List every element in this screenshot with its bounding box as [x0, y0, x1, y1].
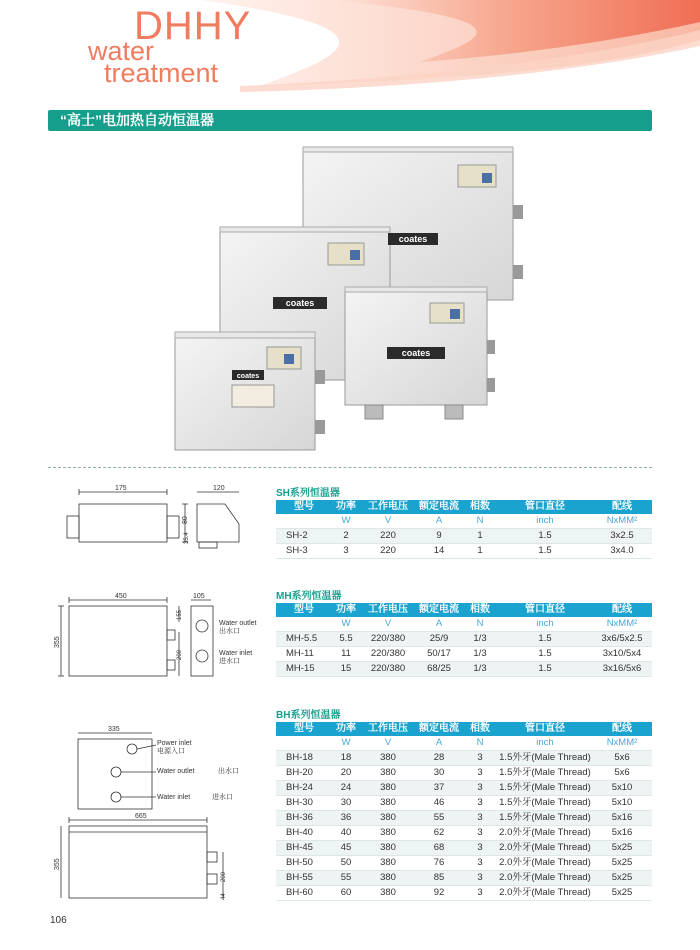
sh-dim-foot: 35.4	[184, 532, 190, 544]
units-row: W V A N inch NxMM²	[276, 514, 652, 529]
col-phase: 相数	[462, 722, 498, 736]
col-pipe: 管口直径	[498, 500, 592, 514]
table-row: MH-5.5 5.5 220/380 25/9 1/3 1.5 3x6/5x2.5	[276, 632, 652, 647]
table-row: BH-24 24 380 37 3 1.5外牙(Male Thread) 5x10	[276, 781, 652, 796]
table-row: BH-30 30 380 46 3 1.5外牙(Male Thread) 5x10	[276, 796, 652, 811]
brand-badge-2: coates	[285, 298, 315, 308]
mh-dim-b: 200	[177, 649, 183, 660]
col-pipe: 管口直径	[498, 603, 592, 617]
mh-dimension-drawing	[55, 592, 185, 684]
col-phase: 相数	[462, 500, 498, 514]
sh-dimension-drawing	[55, 484, 245, 556]
table-header-row	[276, 722, 652, 736]
bh-spec-table	[276, 722, 652, 901]
sh-dim-height: 80	[182, 516, 189, 524]
col-model: 型号	[276, 500, 332, 514]
brand-badge-4: coates	[236, 373, 260, 380]
table-row: BH-55 55 380 85 3 2.0外牙(Male Thread) 5x25	[276, 871, 652, 886]
sh-spec-table	[276, 500, 652, 559]
sh-dim-depth: 120	[213, 485, 225, 492]
page-title: “高士”电加热自动恒温器	[60, 112, 214, 128]
bh-front-drawing	[55, 812, 235, 904]
col-wiring: 配线	[592, 500, 652, 514]
bh-dim-width: 665	[135, 813, 147, 820]
units-row: W V A N inch NxMM²	[276, 617, 652, 632]
brand-badge-1: coates	[398, 234, 428, 244]
table-row: BH-36 36 380 55 3 1.5外牙(Male Thread) 5x16	[276, 811, 652, 826]
mh-side-drawing	[187, 592, 217, 684]
brand-badge-3: coates	[401, 348, 431, 358]
sh-series-title: SH系列恒温器	[276, 488, 340, 499]
brand-water: water	[88, 36, 155, 66]
sh-series-section	[276, 487, 652, 559]
sh-dim-width: 175	[115, 485, 127, 492]
col-model: 型号	[276, 722, 332, 736]
bh-top-drawing	[60, 725, 160, 815]
col-power: 功率	[332, 722, 360, 736]
brand-treatment: treatment	[104, 58, 219, 88]
mh-dim-depth: 105	[193, 593, 205, 600]
col-pipe: 管口直径	[498, 722, 592, 736]
table-row: BH-20 20 380 30 3 1.5外牙(Male Thread) 5x6	[276, 766, 652, 781]
col-model: 型号	[276, 603, 332, 617]
mh-dim-a: 155	[177, 609, 183, 620]
mh-label-outlet-cn: 出水口	[219, 628, 240, 635]
bh-label-power: Power inlet	[157, 740, 192, 747]
col-phase: 相数	[462, 603, 498, 617]
bh-dim-c: 44	[221, 893, 227, 900]
table-row: BH-45 45 380 68 3 2.0外牙(Male Thread) 5x25	[276, 841, 652, 856]
divider-line	[48, 467, 652, 468]
table-row: MH-11 11 220/380 50/17 1/3 1.5 3x10/5x4	[276, 647, 652, 662]
col-current: 额定电流	[416, 722, 462, 736]
product-photo	[160, 135, 560, 455]
mh-label-inlet: Water inlet	[219, 650, 253, 657]
col-power: 功率	[332, 500, 360, 514]
col-voltage: 工作电压	[360, 500, 416, 514]
mh-series-title: MH系列恒温器	[276, 591, 342, 602]
mh-dim-width: 450	[115, 593, 127, 600]
table-row: BH-18 18 380 28 3 1.5外牙(Male Thread) 5x6	[276, 751, 652, 766]
mh-dim-height: 355	[54, 636, 61, 648]
col-wiring: 配线	[592, 722, 652, 736]
bh-label-outlet: Water outlet	[157, 768, 195, 775]
bh-label-outlet-cn: 出水口	[218, 768, 239, 775]
bh-dim-b: 200	[221, 871, 227, 882]
bh-label-inlet-cn: 进水口	[212, 794, 233, 801]
table-row: MH-15 15 220/380 68/25 1/3 1.5 3x16/5x6	[276, 662, 652, 677]
table-row: SH-2 2 220 9 1 1.5 3x2.5	[276, 529, 652, 544]
col-current: 额定电流	[416, 500, 462, 514]
col-voltage: 工作电压	[360, 722, 416, 736]
bh-series-title: BH系列恒温器	[276, 710, 341, 721]
mh-spec-table	[276, 603, 652, 677]
bh-dim-top-width: 335	[108, 726, 120, 733]
page-header	[0, 0, 700, 96]
brand-dhhy: DHHY	[134, 4, 252, 48]
bh-label-power-cn: 电源入口	[157, 748, 185, 755]
col-wiring: 配线	[592, 603, 652, 617]
page-number: 106	[50, 915, 67, 926]
col-power: 功率	[332, 603, 360, 617]
col-voltage: 工作电压	[360, 603, 416, 617]
table-row: SH-3 3 220 14 1 1.5 3x4.0	[276, 544, 652, 559]
mh-label-outlet: Water outlet	[219, 620, 257, 627]
mh-label-inlet-cn: 进水口	[219, 658, 240, 665]
section-title-bar	[48, 110, 652, 131]
table-row: BH-50 50 380 76 3 2.0外牙(Male Thread) 5x25	[276, 856, 652, 871]
table-row: BH-40 40 380 62 3 2.0外牙(Male Thread) 5x16	[276, 826, 652, 841]
bh-label-inlet: Water inlet	[157, 794, 191, 801]
table-row: BH-60 60 380 92 3 2.0外牙(Male Thread) 5x25	[276, 886, 652, 901]
col-current: 额定电流	[416, 603, 462, 617]
bh-series-section	[276, 709, 652, 901]
table-header-row	[276, 500, 652, 514]
mh-series-section	[276, 590, 652, 677]
bh-dim-height: 355	[54, 858, 61, 870]
units-row: W V A N inch NxMM²	[276, 736, 652, 751]
table-header-row	[276, 603, 652, 617]
